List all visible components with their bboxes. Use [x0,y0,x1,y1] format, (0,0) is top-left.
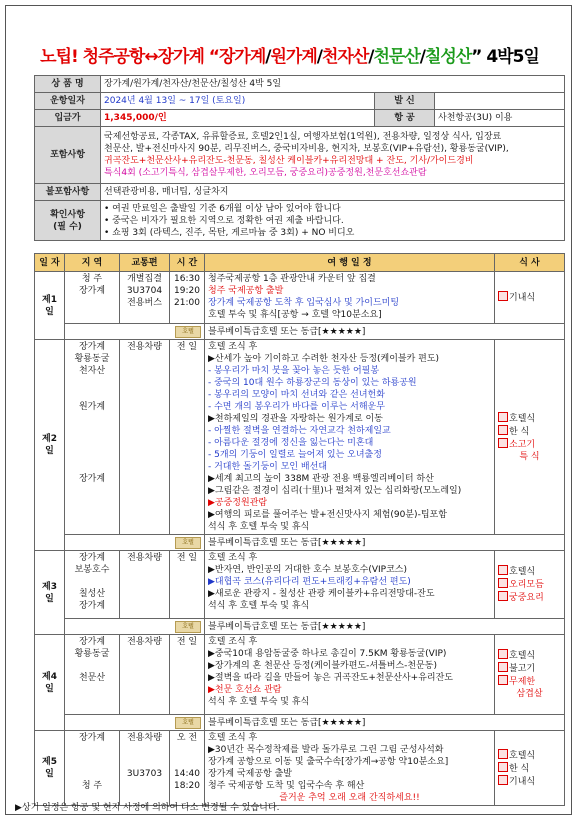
region-line: 장가계 [78,601,106,611]
itinerary-line: 청주 국제공항 출발 [208,286,284,296]
day2-label: 제2일 [35,340,65,551]
day2-region [65,340,120,535]
transport-line: 전용버스 [127,298,162,308]
title-part: 노팁! 청주공항↔장가계 “ [40,47,219,67]
time-line: 21:00 [174,298,200,308]
region-line: 천문산 [78,673,106,683]
region-line: 황룡동굴 [74,649,110,659]
footer-note: ▶상기 일정은 항공 및 현지 사정에 의하여 다소 변경될 수 있습니다. [15,803,280,813]
meal-item [498,412,561,425]
itinerary-line: ▶세계 최고의 높이 338M 관광 전용 백룡엘리베이터 하산 [208,474,434,484]
meal-item: 특 식 [519,451,540,462]
meal-icon [498,749,508,759]
region-line: 황룡동굴 [74,354,110,364]
itinerary-line: ▶천문 호선쇼 관람 [208,685,282,695]
meal-text: 호텔식 [509,567,536,577]
time-line: 18:20 [174,781,200,791]
check-label-line: (필 수) [53,221,82,232]
region-line: 칠성산 [78,589,106,599]
meal-item [498,662,561,675]
region-gap [68,389,116,401]
price-value: 1,345,000/인 [101,110,375,127]
meal-icon [498,565,508,575]
region-gap [68,437,116,449]
meal-text: 호텔식 [509,651,536,661]
day1-region [65,272,120,324]
region-line: 장가계 [78,637,106,647]
itinerary-line: - 봉우리의 모양이 마치 선녀와 같은 선녀헌화 [208,390,385,400]
meal-text: 한 식 [509,426,530,437]
day5-transport [120,731,170,806]
check-label-line: 확인사항 [50,209,85,220]
day5-itinerary [205,731,495,806]
time-line: 19:20 [174,286,200,296]
product-value: 장가계/원가계/천자산/천문산/칠성산 4박 5일 [101,76,565,93]
day5-meal [495,731,565,806]
itinerary-line: ▶산세가 높아 기이하고 수려한 천자산 등정(케이블카 편도) [208,354,440,364]
region-gap [68,744,116,756]
time-gap [173,744,201,756]
meal-icon [498,762,508,772]
airline-label: 항 공 [375,110,435,127]
itinerary-line: 호텔 조식 후 [208,733,258,743]
hotel-icon-cell [65,619,205,635]
airline-value: 사천항공(3U) 이용 [435,110,565,127]
day4-hotel-row [35,715,565,731]
time-line: 16:30 [174,274,200,284]
meal-icon [498,649,508,659]
day4-meal [495,635,565,715]
meal-item [498,775,561,788]
itinerary-line: - 봉우리가 마치 붓을 꽂아 놓은 듯한 어필봉 [208,366,380,376]
itinerary-line: ▶새로운 관광지 - 칠성산 관광 케이블카+유리전망대-잔도 [208,589,435,599]
itinerary-line: 장가계 국제공항 출발 [208,769,292,779]
day4-row [35,635,565,715]
meal-icon [498,578,508,588]
include-value [101,127,565,184]
day4-time: 전 일 [170,635,205,715]
day4-label: 제4일 [35,635,65,731]
header-itinerary: 여 행 일 정 [205,254,495,272]
day1-hotel-row [35,324,565,340]
include-label: 포함사항 [35,127,101,184]
region-gap [68,768,116,780]
day2-transport: 전용차량 [120,340,170,535]
day4-transport: 전용차량 [120,635,170,715]
check-line: • 쇼핑 3회 (라텍스, 진주, 목탄, 게르마늄 중 3회) + NO 비디오 [104,227,355,238]
meal-text: 궁중요리 [509,593,544,603]
hotel-text: 블루베이특급호텔 또는 동급[★★★★★] [205,619,565,635]
title-part: 칠성산 [424,47,472,67]
region-gap [68,660,116,672]
meal-icon [498,291,508,301]
header-day: 일 자 [35,254,65,272]
meal-item [498,762,561,775]
itinerary-line: 석식 후 호텔 투숙 및 휴식 [208,601,310,611]
itinerary-line: ▶장가계의 혼 천문산 등정(케이블카편도-셔틀버스-천문동) [208,661,437,671]
transport-line: 3U3703 [126,769,163,779]
day2-row [35,340,565,535]
region-line: 장가계 [78,733,106,743]
hotel-text: 블루베이특급호텔 또는 동급[★★★★★] [205,715,565,731]
hotel-icon-cell [65,324,205,340]
meal-item [498,749,561,762]
itinerary-line: ▶여행의 피로를 풀어주는 발+전신맛사지 체험(90분)-팁포함 [208,510,447,520]
include-line: 국제선항공료, 각종TAX, 유류할증료, 호텔2인1실, 여행자보험(1억원), 전용차량, 일정상 식사, 입장료 [104,132,502,142]
time-line: 14:40 [174,769,200,779]
day3-transport: 전용차량 [120,551,170,619]
itinerary-line: - 거대한 돌기둥이 모인 배선대 [208,462,328,472]
header-time: 시 간 [170,254,205,272]
region-gap [68,449,116,461]
title-part: / [265,47,271,67]
region-line: 장가계 [78,474,106,484]
region-line: 천자산 [78,366,106,376]
itinerary-line: 즐거운 추억 오래 오래 간직하세요!! [279,793,420,803]
itinerary-line: - 수면 개의 봉우리가 바다를 이루는 서해운무 [208,402,385,412]
transport-line: 3U3704 [126,286,163,296]
day5-region [65,731,120,806]
info-table [34,75,565,241]
itinerary-line: 호텔 조식 후 [208,342,258,352]
meal-item [498,291,561,304]
day3-label: 제3일 [35,551,65,635]
day1-label: 제1일 [35,272,65,340]
day4-region [65,635,120,715]
hotel-text: 블루베이특급호텔 또는 동급[★★★★★] [205,535,565,551]
transport-gap [123,756,166,768]
meal-text: 기내식 [509,776,536,787]
day2-meal [495,340,565,535]
include-line: 귀곡잔도+천문산사+유리잔도-천문동, 칠성산 케이블카+유리전망대 + 잔도, 기사/가이드경비 [104,156,474,166]
hotel-icon: 호텔 [175,621,201,633]
region-gap [68,377,116,389]
day3-region [65,551,120,619]
region-line: 원가계 [78,402,106,412]
itinerary-line: - 아름다운 절경에 정신을 잃는다는 미혼대 [208,438,374,448]
meal-text: 소고기 [509,439,536,450]
hotel-icon: 호텔 [175,537,201,549]
itinerary-line: 호텔 조식 후 [208,553,258,563]
time-line: 오 전 [176,733,198,743]
title-part: 천자산 [321,47,369,67]
itinerary-line: 호텔 투숙 및 휴식[공항 → 호텔 약10분소요] [208,310,382,320]
itinerary-line: 석식 후 호텔 투숙 및 휴식 [208,522,310,532]
day3-meal [495,551,565,619]
meal-text: 호텔식 [509,413,536,424]
itinerary-line: - 5개의 기둥이 일렬로 늘어져 있는 오녀출정 [208,450,382,460]
depart-value [435,93,565,110]
meal-item: 삼겹살 [516,689,543,699]
region-line: 장가계 [78,286,106,296]
itinerary-page [5,5,572,815]
meal-item [498,578,561,591]
check-value [101,201,565,241]
include-line: 천문산, 발+전신마사지 90분, 리무진버스, 중국비자비용, 현지차, 보봉호(VIP+유람선), 황룡동굴(VIP), [104,144,509,154]
meal-text: 불고기 [509,664,536,674]
day5-label: 제5일 [35,731,65,806]
meal-icon [498,675,508,685]
hotel-icon: 호텔 [175,326,201,338]
title-part: / [316,47,322,67]
itinerary-line: ▶그림같은 절경이 십리(十里)나 펼쳐져 있는 십리화랑(모노레일) [208,486,462,496]
title-part: 천문산 [373,47,420,67]
day1-meal [495,272,565,324]
itinerary-line: 석식 후 호텔 투숙 및 휴식 [208,697,310,707]
title-part: 장가계 [218,47,266,67]
itinerary-line: 호텔 조식 후 [208,637,258,647]
time-gap [173,756,201,768]
hotel-icon-cell [65,715,205,731]
include-line: 특식4회 (소고기특식, 삼겹살무제한, 오리모듬, 궁중요리)공중정원,천문호선쇼관람 [104,168,427,178]
meal-icon [498,425,508,435]
transport-gap [123,744,166,756]
day5-time [170,731,205,806]
day2-time: 전 일 [170,340,205,535]
day1-row [35,272,565,324]
meal-item [498,438,561,451]
meal-text: 한 식 [509,763,530,774]
day2-itinerary [205,340,495,535]
day3-row [35,551,565,619]
itinerary-line: ▶30년간 목수정착제를 발라 돌가루로 그린 그림 군성사석화 [208,745,444,755]
transport-line: 개별집결 [127,274,162,284]
date-value: 2024년 4월 13일 ~ 17일 (토요일) [101,93,375,110]
day1-time [170,272,205,324]
meal-icon [498,412,508,422]
region-line: 장가계 [78,553,106,563]
exclude-value: 선택관광비용, 매너팁, 싱글차지 [101,184,565,201]
product-label: 상 품 명 [35,76,101,93]
hotel-icon: 호텔 [175,717,201,729]
page-title [6,42,572,67]
meal-icon [498,662,508,672]
region-line: 청 주 [81,781,103,791]
region-gap [68,576,116,588]
meal-item [498,675,561,688]
day1-itinerary [205,272,495,324]
transport-line: 전용차량 [127,733,162,743]
hotel-icon-cell [65,535,205,551]
itinerary-line: ▶반자연, 반인공의 거대한 호수 보봉호수(VIP코스) [208,565,407,575]
itinerary-line: 장가계 국제공항 도착 후 입국심사 및 가이드미팅 [208,298,400,308]
itinerary-line: ▶대협곡 코스(유리다리 편도+트래킹+유람선 편도) [208,577,411,587]
meal-text: 호텔식 [509,750,536,761]
header-meal: 식 사 [495,254,565,272]
title-part: ” 4박5일 [471,47,539,67]
title-part: 원가계 [270,47,317,67]
region-gap [68,756,116,768]
itinerary-line: - 중국의 10대 원수 하룡장군의 동상이 있는 하룡공원 [208,378,417,388]
price-label: 입금가 [35,110,101,127]
meal-icon [498,775,508,785]
day3-itinerary [205,551,495,619]
header-transport: 교통편 [120,254,170,272]
meal-item [498,649,561,662]
date-label: 운항일자 [35,93,101,110]
meal-item [498,591,561,604]
check-line: • 여권 만료일은 출발일 기준 6개월 이상 남아 있어야 합니다 [104,203,341,214]
meal-text: 기내식 [509,293,536,303]
region-line: 청 주 [81,274,103,284]
day5-row [35,731,565,806]
depart-label: 발 신 [375,93,435,110]
meal-text: 무제한 [509,677,536,687]
day3-hotel-row [35,619,565,635]
itinerary-line: ▶중국10대 용암동굴중 하나로 총길이 7.5KM 황룡동굴(VIP) [208,649,447,659]
meal-item [498,425,561,438]
header-region: 지 역 [65,254,120,272]
day4-itinerary [205,635,495,715]
itinerary-line: 청주국제공항 1층 관광안내 카운터 앞 집결 [208,274,376,284]
region-gap [68,425,116,437]
day2-hotel-row [35,535,565,551]
title-part: / [419,47,425,67]
itinerary-line: ▶천하제일의 경관을 자랑하는 원가계로 이동 [208,414,383,424]
meal-icon [498,591,508,601]
exclude-label: 불포함사항 [35,184,101,201]
meal-icon [498,438,508,448]
itinerary-line: ▶절벽을 따라 길을 만들어 놓은 귀곡잔도+천문산사+유리잔도 [208,673,453,683]
region-line: 장가계 [78,342,106,352]
region-gap [68,461,116,473]
itinerary-line: 장가계 공항으로 이동 및 출국수속[장가계→공항 약10분소요] [208,757,449,767]
hotel-text: 블루베이특급호텔 또는 동급[★★★★★] [205,324,565,340]
day1-transport [120,272,170,324]
itinerary-line: ▶공중정원관람 [208,498,268,508]
meal-item [498,565,561,578]
region-gap [68,413,116,425]
itinerary-line: 청주 국제공항 도착 및 입국수속 후 해산 [208,781,365,791]
check-label [35,201,101,241]
region-line: 보봉호수 [74,565,110,575]
meal-text: 오리모듬 [509,580,544,590]
itinerary-line: - 아찔한 절벽을 연결하는 자연교각 천하제일교 [208,426,391,436]
check-line: • 중국은 비자가 필요한 지역으로 정확한 여권 제출 바랍니다. [104,215,344,226]
title-part: / [368,47,374,67]
day3-time: 전 일 [170,551,205,619]
schedule-table [34,253,565,806]
